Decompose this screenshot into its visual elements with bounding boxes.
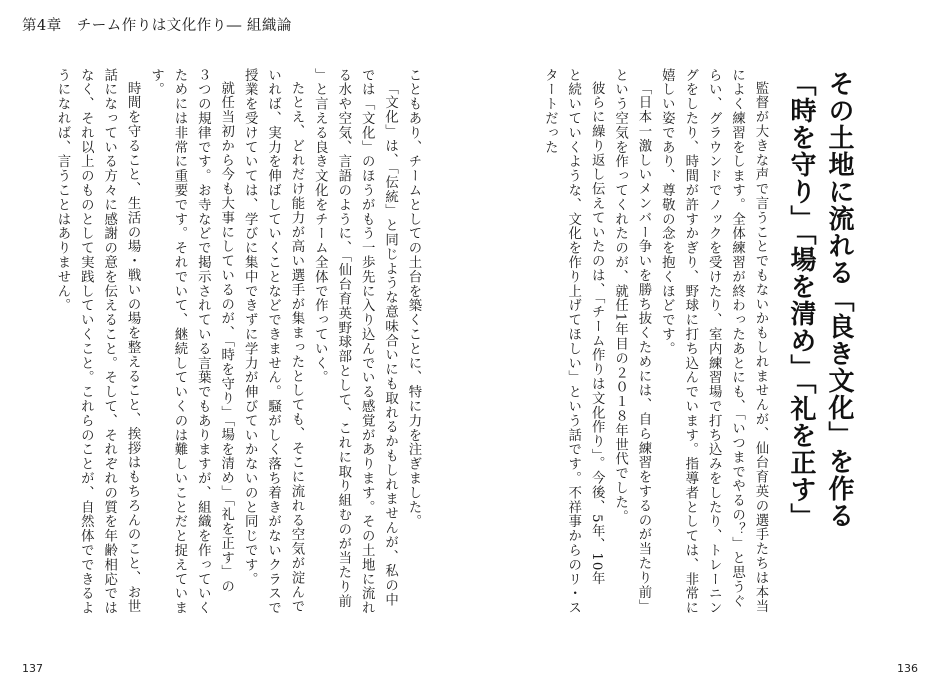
text-column: と続いていくような、文化を作り上げてほしい」という話です。不祥事からのリ・ス <box>565 68 581 616</box>
text-column: では「文化」のほうがもう一歩先に入り込んでいる感覚があります。その土地に流れ <box>359 68 375 616</box>
text-column: 「文化」は、「伝統」と同じような意味合いにも取れるかもしれませんが、私の中 <box>382 81 398 608</box>
right-page-body <box>538 68 772 623</box>
text-column: こともあり、チームとしての土台を築くことに、特に力を注ぎました。 <box>406 68 421 529</box>
text-column: 監督が大きな声で言うことでもないかもしれませんが、仙台育英の選手たちは本当 <box>753 81 768 615</box>
paragraph <box>402 68 425 623</box>
text-column: す。 <box>148 68 164 97</box>
paragraph <box>238 68 308 623</box>
text-column: グをしたり、時間が許すかぎり、野球に打ち込んでいます。指導者としては、非常に <box>682 68 698 616</box>
text-column: る水や空気、言語のように、「仙台育英野球部として、これに取り組むのが当たり前 <box>335 68 351 609</box>
text-column: 」と言える良き文化をチーム全体で作っていく。 <box>312 68 328 385</box>
text-column: 就任当初から今も大事にしているのが、「時を守り」「場を清め」「礼を正す」の <box>218 81 234 595</box>
text-column: らい、グラウンドでノックを受けたり、室内練習場で打ち込みをしたり、トレーニン <box>706 68 722 616</box>
text-column: たとえ、どれだけ能力が高い選手が集まったとしても、そこに流れる空気が淀んで <box>288 81 304 615</box>
paragraph <box>144 68 238 623</box>
text-column: うになれば、言うことはありません。 <box>54 68 70 313</box>
heading-line-2: 「時を守り」「場を清め」「礼を正す」 <box>786 70 816 530</box>
left-page-body <box>51 68 426 623</box>
text-column: 時間を守ること、生活の場・戦いの場を整えること、挨拶はもちろんのこと、お世 <box>125 81 141 615</box>
text-column: という空気を作ってくれたのが、就任1年目の２０１８年世代でした。 <box>612 68 628 524</box>
text-column: ためには非常に重要です。それでいて、継続していくのは難しいことだと捉えていま <box>171 68 187 616</box>
text-column: いれば、実力を伸ばしていくことなどできません。騒がしく落ち着きがないクラスで <box>265 68 281 616</box>
page-number-left: 137 <box>22 662 43 675</box>
paragraph <box>51 68 145 623</box>
text-column: タートだった <box>542 68 558 155</box>
heading-line-1: その土地に流れる「良き文化」を作る <box>824 70 854 529</box>
text-column: 嬉しい姿であり、尊敬の念を抱くほどです。 <box>659 68 675 356</box>
text-column: ３つの規律です。お寺などで掲示されている言葉でもありますが、組織を作っていく <box>195 68 211 616</box>
text-column: 話になっている方々に感謝の意を伝えること。そして、それぞれの質を年齢相応では <box>101 68 117 616</box>
paragraph <box>608 68 655 623</box>
page-number-right: 136 <box>897 662 918 675</box>
text-column: 「日本一激しいメンバー争いを勝ち抜くためには、自ら練習をするのが当たり前」 <box>635 81 651 615</box>
paragraph <box>655 68 772 623</box>
running-head: 第4章 チーム作りは文化作り― 組織論 <box>22 18 292 34</box>
text-column: 授業を受けていては、学びに集中できずに学力が伸びていかないのと同じです。 <box>242 68 258 587</box>
text-column: なく、それ以上のものとして実践していくこと。これらのことが、自然体でできるよ <box>78 68 94 616</box>
text-column: 彼らに繰り返し伝えていたのは、「チーム作りは文化作り」。今後、5年、10年 <box>589 81 605 587</box>
paragraph <box>538 68 608 623</box>
section-heading <box>782 70 858 630</box>
paragraph <box>308 68 402 623</box>
text-column: によく練習をします。全体練習が終わったあとにも、「いつまでやるの？」と思うぐ <box>729 68 745 609</box>
